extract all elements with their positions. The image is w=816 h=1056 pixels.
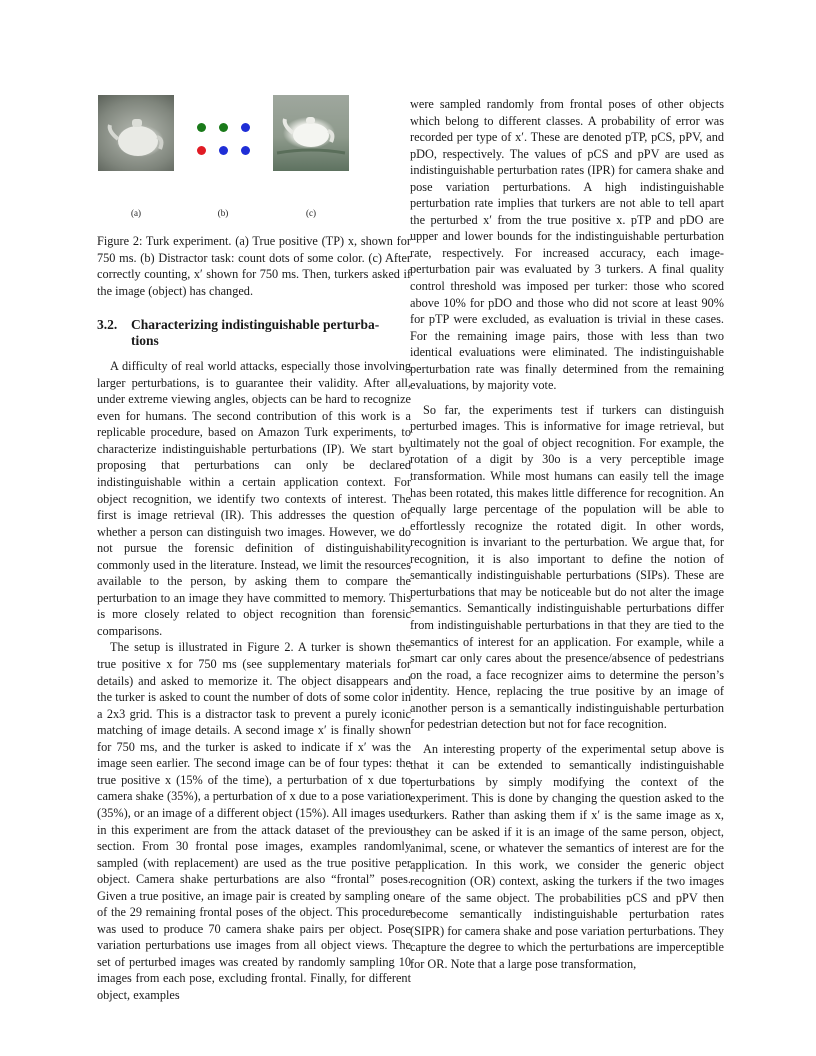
dot-6 bbox=[241, 146, 250, 155]
dot-4 bbox=[197, 146, 206, 155]
paragraph: So far, the experiments test if turkers can distinguish perturbed images. This is informative for image retrieval, but ultimately not the goal of object recognition. For example, the rotation of a digit by 30o is a very perceptible image transformation. While most humans can easily tell the image has been rotated, this makes little difference for recognition. An equally large percentage of the population will be able to effortlessly recognize the rotated digit. In other words, recognition is invariant to the perturbation. We argue that, for recognition, it is also important to define the notion of semantically indistinguishable perturbations (SIPs). These are perturbations that may be noticeable but do not alter the image semantics. Semantically indistinguishable perturbations differ from indistinguishable perturbations in that they are tied to the semantics of interest for an application. For example, while a smart car only cares about the presence/absence of pedestrians on the road, a face recognizer aims to determine the person’s identity. Hence, replacing the true positive by an image of another person is a semantically indistinguishable perturbation for pedestrian detection but not for face recognition. bbox=[410, 402, 724, 732]
section-number: 3.2. bbox=[97, 317, 118, 333]
dot-2 bbox=[219, 123, 228, 132]
paragraph: The setup is illustrated in Figure 2. A turker is shown the true positive x for 750 ms (see supplementary materials for details) and asked to memorize it. The object disappears and the turker is asked to count the number of dots of some color in a 2x3 grid. This is a distractor task to prevent a purely iconic matching of image details. A second image x′ is finally shown for 750 ms, and the turker is asked to indicate if x′ was the image seen earlier. The second image can be of four types: the true positive x (15% of the time), a perturbation of x due to camera shake (35%), a perturbation of x due to a pose variation (35%), or an image of a different object (15%). All images used in this experiment are from the attack dataset of the previous section. From 30 frontal pose images, examples randomly sampled (with replacement) are used as the true positive per object. Camera shake perturbations are also “frontal” poses. Given a true positive, an image pair is created by sampling one of the 29 remaining frontal poses of the object. This procedure was used to produce 70 camera shake pairs per object. Pose variation perturbations use images from all object views. The set of perturbed images was created by randomly sampling 10 images from each pose, excluding frontal. Finally, for different object, examples bbox=[97, 640, 411, 1002]
dot-5 bbox=[219, 146, 228, 155]
paragraph: A difficulty of real world attacks, especially those involving larger perturbations, is to guarantee their validity. After all, under extreme viewing angles, objects can be hard to recognize even for humans. The second contribution of this work is a replicable procedure, based on Amazon Turk experiments, to characterize indistinguishable perturbations (IP). We start by proposing that perturbations can only be declared indistinguishable within a certain application context. For object recognition, we identify two contexts of interest. The first is image retrieval (IR). This addresses the question of whether a person can distinguish two images. However, we do not pursue the forensic definition of distinguishability commonly used in the literature. Instead, we limit the resources available to the person, by asking them to compare the perturbation to an image they have committed to memory. This is more closely related to object recognition than forensic comparisons. bbox=[97, 359, 411, 638]
section-title-line2: tions bbox=[131, 333, 159, 349]
teapot-icon bbox=[273, 95, 349, 171]
distractor-dot-grid bbox=[195, 121, 251, 155]
teapot-icon bbox=[98, 95, 174, 171]
section-title-line1: Characterizing indistinguishable perturba- bbox=[131, 317, 380, 333]
paragraph: were sampled randomly from frontal poses of other objects which belong to different classes. A probability of error was recorded per type of x′. These are denoted pTP, pCS, pPV, and pDO, respectively. The values of pCS and pPV are used as indistinguishable perturbation rates (IPR) for camera shake and pose variation perturbations. A high indistinguishable perturbation rate implies that turkers are not able to tell apart the perturbed x′ from the true positive x. pTP and pDO are upper and lower bounds for the indistinguishable perturbation rate, respectively. For increased accuracy, each image-perturbation pair was evaluated by 3 turkers. A final quality control threshold was imposed per turker: those who scored above 10% for pDO and those who did not score at least 90% for pTP were excluded, as evaluation is trivial in these cases. For the remaining image pairs, those with less than two identical evaluations were eliminated. The indistinguishable perturbation rate was finally determined from the remaining evaluations, by majority vote. bbox=[410, 97, 724, 393]
true-positive-teapot-image bbox=[98, 95, 174, 171]
sublabel-c: (c) bbox=[306, 208, 316, 218]
figure-2 bbox=[97, 95, 411, 223]
sublabel-b: (b) bbox=[217, 208, 229, 218]
perturbed-teapot-image bbox=[273, 95, 349, 171]
paragraph: An interesting property of the experimental setup above is that it can be extended to semantically indistinguishable perturbations by simply modifying the context of the experiment. This is done by changing the question asked to the turkers. Rather than asking them if x′ is the same image as x, they can be asked if it is an image of the same person, object, animal, scene, or whatever the semantics of interest are for the application. In this work, we consider the generic object recognition (OR) context, asking the turkers if the two images are of the same object. The probabilities pCS and pPV then become semantically indistinguishable perturbation rates (SIPR) for camera shake and pose variation perturbations. They capture the degree to which the perturbations are imperceptible for OR. Note that a large pose transformation, bbox=[410, 741, 724, 971]
right-column bbox=[410, 96, 724, 972]
dot-3 bbox=[241, 123, 250, 132]
figure-caption: Figure 2: Turk experiment. (a) True positive (TP) x, shown for 750 ms. (b) Distractor task: count dots of some color. (c) After correctly counting, x′ shown for 750 ms. Then, turkers asked if the image (object) has changed. bbox=[97, 234, 411, 298]
dot-1 bbox=[197, 123, 206, 132]
left-column bbox=[97, 95, 411, 1004]
sublabel-a: (a) bbox=[131, 208, 141, 218]
section-heading bbox=[97, 317, 411, 349]
